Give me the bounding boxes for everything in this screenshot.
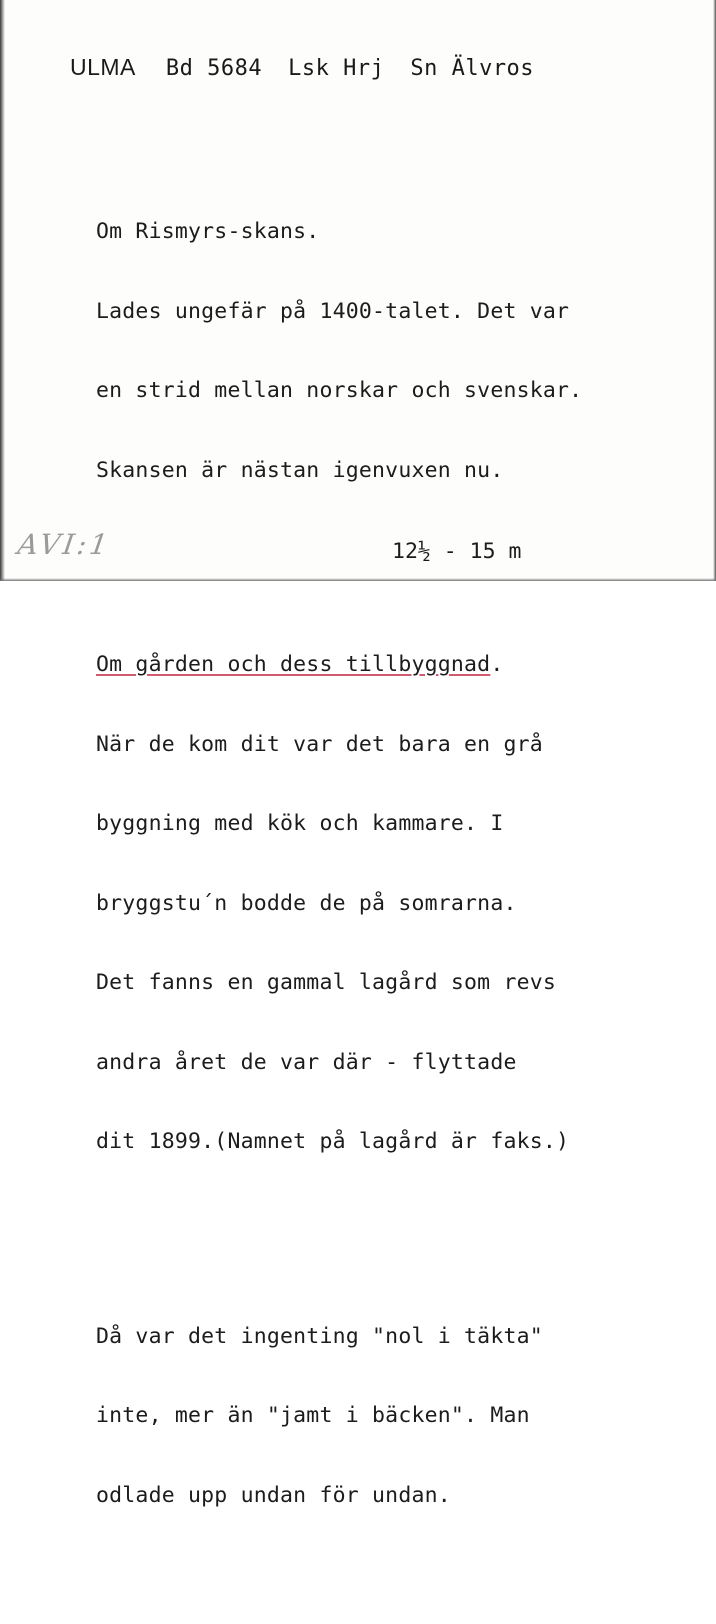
text-line: Då var det ingenting "nol i täkta" (96, 1323, 543, 1349)
text-line: andra året de var där - flyttade (96, 1049, 517, 1075)
handwritten-mark: AVI:1 (15, 528, 113, 561)
underlined-heading: Om gården och dess tillbyggnad (96, 652, 491, 677)
county-district: Lsk Hrj (288, 56, 385, 81)
measurement-note: 12½ - 15 m (392, 539, 522, 564)
text-line: byggning med kök och kammare. I (96, 811, 504, 836)
text-line: Skansen är nästan igenvuxen nu. (96, 457, 504, 483)
text-line: odlade upp undan för undan. (96, 1482, 451, 1508)
archive-code: ULMA (70, 54, 136, 80)
scan-edge-left (0, 0, 5, 581)
text-line: inte, mer än "jamt i bäcken". Man (96, 1403, 530, 1428)
heading-period: . (490, 652, 504, 677)
heading-line (96, 652, 582, 679)
parish-name: Sn Älvros (410, 56, 535, 81)
text-line: När de kom dit var det bara en grå (96, 731, 543, 757)
text-line: bryggstu´n bodde de på somrarna. (96, 890, 517, 916)
text-line: Det fanns en gammal lagård som revs (96, 970, 557, 995)
paragraph-rismyrs (96, 166, 582, 537)
text-line: Lades ungefär på 1400-talet. Det var (96, 298, 570, 324)
paragraph-cultivation (96, 1271, 582, 1563)
card-header (70, 54, 534, 81)
text-line: dit 1899.(Namnet på lagård är faks.) (96, 1129, 570, 1154)
volume-number: Bd 5684 (165, 56, 263, 81)
text-line: Om Rismyrs-skans. (96, 219, 320, 244)
text-line: en strid mellan norskar och svenskar. (96, 378, 583, 403)
card-body (96, 113, 582, 1624)
paragraph-garden (96, 599, 582, 1209)
